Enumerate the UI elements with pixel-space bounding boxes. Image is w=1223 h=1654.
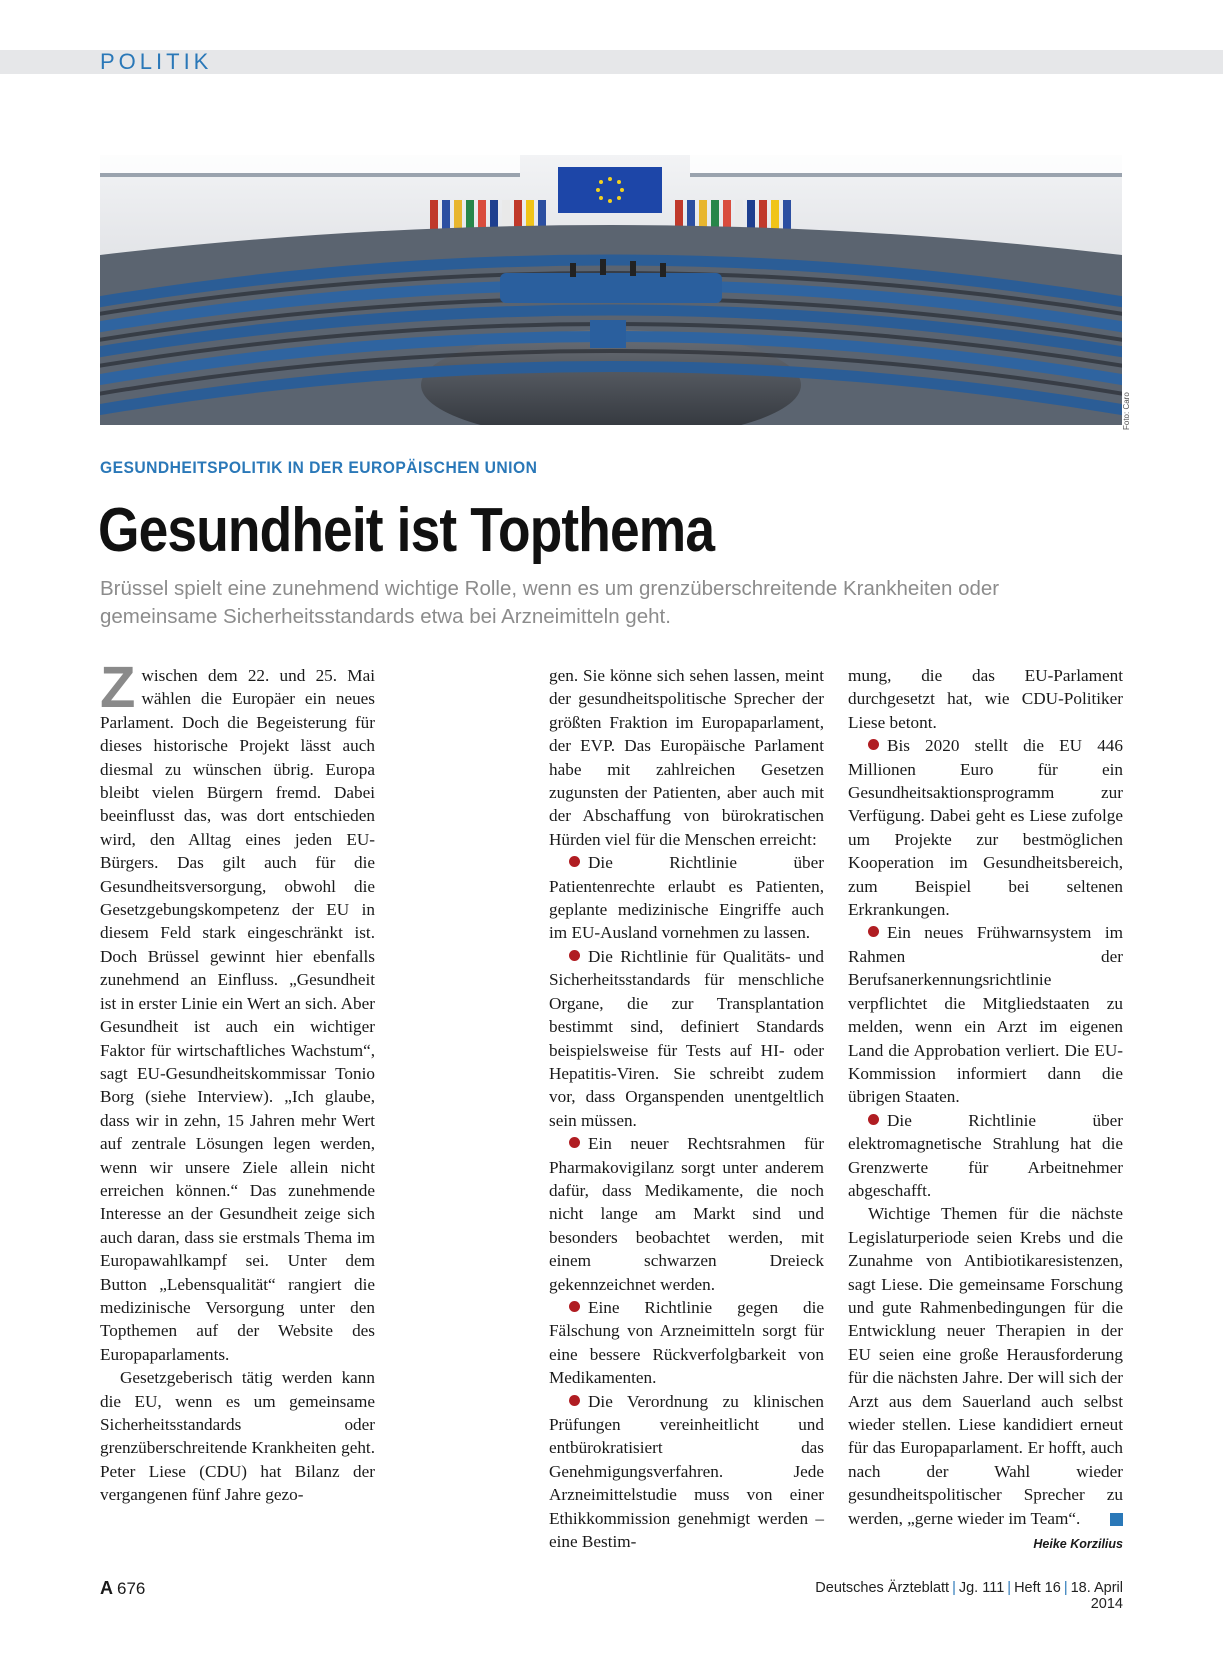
- column-3: [848, 664, 1123, 1530]
- column-2: [549, 664, 824, 1553]
- parliament-photo: [100, 155, 1122, 425]
- end-mark-icon: [1110, 1513, 1123, 1526]
- photo-credit: Foto: Caro: [1122, 392, 1131, 430]
- bullet-dot-icon: [569, 950, 580, 961]
- bullet-item: Eine Richtlinie gegen die Fälschung von Arzneimitteln sorgt für eine bessere Rückverfolgbarkeit von Medikamenten.: [549, 1297, 824, 1388]
- column-1: [100, 655, 375, 1507]
- bullet-dot-icon: [569, 856, 580, 867]
- author: Heike Korzilius: [1033, 1537, 1123, 1551]
- bullet-item: Die Richtlinie über elektromagnetische Strahlung hat die Grenzwerte für Arbeitnehmer abgeschafft.: [848, 1110, 1123, 1200]
- bullet-dot-icon: [868, 739, 879, 750]
- section-label: POLITIK: [100, 49, 213, 74]
- paragraph: Wichtige Themen für die nächste Legislaturperiode seien Krebs und die Zunahme von Antibiotikaresistenzen, sagt Liese. Die gemeinsame Forschung und gute Rahmenbedingungen für die Entwicklung neuer Therapien in der EU seien eine große Herausforderung für die nächsten Jahre. Der will sich der Arzt aus dem Sauerland auch selbst wieder stellen. Liese kandidiert erneut für das Europaparlament. Er hofft, auch nach der Wahl wieder gesundheitspolitischer Sprecher zu werden, „gerne wieder im Team“.: [848, 1204, 1123, 1528]
- journal-name: Deutsches Ärzteblatt: [815, 1580, 950, 1596]
- bullet-dot-icon: [868, 926, 879, 937]
- subhead: Brüssel spielt eine zunehmend wichtige Rolle, wenn es um grenzüberschreitende Krankheiten oder gemeinsame Sicherheitsstandards etwa bei Arzneimitteln geht.: [100, 577, 1000, 628]
- paragraph: Gesetzgeberisch tätig werden kann die EU, wenn es um gemeinsame Sicherheitsstandards oder grenzüberschreitende Krankheiten geht. Peter Liese (CDU) hat Bilanz der vergangenen fünf Jahre gezo-: [100, 1368, 375, 1505]
- bullet-item: Ein neues Frühwarnsystem im Rahmen der Berufsanerkennungsrichtlinie verpflichtet die Mitgliedstaaten zu melden, wenn ein Arzt im eigenen Land die Approbation verliert. Die EU-Kommission informiert dann die übrigen Staaten.: [848, 923, 1123, 1107]
- bullet-item: Die Richtlinie für Qualitäts- und Sicherheitsstandards für menschliche Organe, die zur Transplantation bestimmt sind, definiert Standards beispielsweise für Tests auf HI- oder Hepatitis-Viren. Sie schreibt zudem vor, dass Organspenden unentgeltlich sein müssen.: [549, 946, 824, 1130]
- paragraph: gen. Sie könne sich sehen lassen, meint der gesundheitspolitische Sprecher der größten Fraktion im Europaparlament, der EVP. Das Europäische Parlament habe mit zahlreichen Gesetzen zugunsten der Patienten, aber auch mit der Abschaffung von bürokratischen Hürden viel für die Menschen erreicht:: [549, 666, 824, 849]
- paragraph: mung, die das EU-Parlament durchgesetzt hat, wie CDU-Politiker Liese betont.: [848, 666, 1123, 732]
- paragraph-text: wischen dem 22. und 25. Mai wählen die Europäer ein neues Parlament. Doch die Begeisterung für dieses historische Projekt lässt auch diesmal zu wünschen übrig. Europa bleibt vielen Bürgern fremd. Dabei beeinflusst das, was dort entschieden wird, den Alltag eines jeden EU-Bürgers. Das gilt auch für die Gesundheitsversorgung, obwohl die Gesetzgebungskompetenz der EU in diesem Feld stark eingeschränkt ist. Doch Brüssel gewinnt hier ebenfalls zunehmend an Einfluss. „Gesundheit ist in erster Linie ein Wert an sich. Aber Gesundheit ist auch ein wichtiger Faktor für wirtschaftliches Wachstum“, sagt EU-Gesundheitskommissar Tonio Borg (siehe Interview). „Ich glaube, dass wir in zehn, 15 Jahren mehr Wert auf zentrale Lösungen legen werden, wenn wir unsere Ziele allein nicht erreichen können.“ Das zunehmende Interesse an der Gesundheit zeige sich auch daran, dass sie erstmals Thema im Europawahlkampf sei. Unter dem Button „Lebensqualität“ rangiert die medizinische Versorgung unter den Topthemen auf der Website des Europaparlaments.: [100, 666, 375, 1364]
- bullet-dot-icon: [569, 1301, 580, 1312]
- bullet-item: Die Richtlinie über Patientenrechte erlaubt es Patienten, geplante medizinische Eingriffe auch im EU-Ausland vornehmen zu lassen.: [549, 853, 824, 943]
- bullet-dot-icon: [569, 1395, 580, 1406]
- footer-citation: Deutsches Ärzteblatt | Jg. 111 | Heft 16 | 18. April 2014: [815, 1580, 1123, 1612]
- drop-cap: Z: [100, 655, 136, 720]
- bullet-item: Die Verordnung zu klinischen Prüfungen vereinheitlicht und entbürokratisiert das Genehmigungsverfahren. Jede Arzneimittelstudie muss von einer Ethikkommission genehmigt werden – eine Bestim-: [549, 1391, 824, 1552]
- bullet-item: Ein neuer Rechtsrahmen für Pharmakovigilanz sorgt unter anderem dafür, dass Medikamente, die noch nicht lange am Markt sind und besonders beobachtet werden, mit einem schwarzen Dreieck gekennzeichnet werden.: [549, 1134, 824, 1294]
- page-number: A 676: [100, 1578, 146, 1598]
- bullet-dot-icon: [569, 1137, 580, 1148]
- paragraph: [100, 655, 375, 1366]
- bullet-dot-icon: [868, 1114, 879, 1125]
- headline: Gesundheit ist Topthema: [98, 496, 715, 565]
- kicker: GESUNDHEITSPOLITIK IN DER EUROPÄISCHEN UNION: [100, 458, 538, 477]
- issue: Heft 16: [1014, 1580, 1061, 1596]
- bullet-item: Bis 2020 stellt die EU 446 Millionen Euro für ein Gesundheitsaktionsprogramm zur Verfügung. Dabei geht es Liese zufolge um Projekte zur bestmöglichen Kooperation im Gesundheitsbereich, zum Beispiel bei seltenen Erkrankungen.: [848, 736, 1123, 920]
- date: 18. April 2014: [1070, 1580, 1123, 1612]
- volume: Jg. 111: [958, 1580, 1005, 1596]
